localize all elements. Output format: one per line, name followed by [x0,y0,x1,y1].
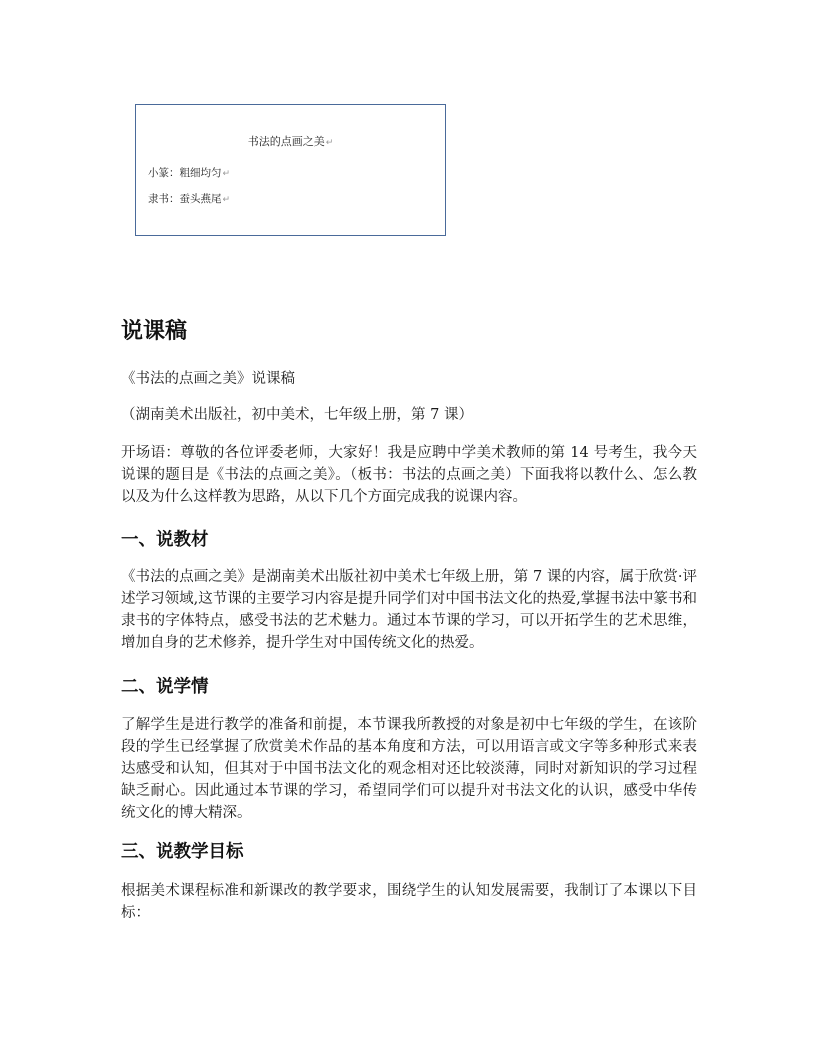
blackboard-line-seal-script: 小篆：粗细均匀↵ [148,167,231,179]
section-body-students: 了解学生是进行教学的准备和前提，本节课我所教授的对象是初中七年级的学生，在该阶段的学生已经掌握了欣赏美术作品的基本角度和方法，可以用语言或文字等多种形式来表达感受和认知，但其对于中国书法文化的观念相对还比较淡薄，同时对新知识的学习过程缺乏耐心。因此通过本节课的学习，希望同学们可以提升对书法文化的认识，感受中华传统文化的博大精深。 [121,717,697,821]
blackboard-line-clerical-script: 隶书：蚕头燕尾↵ [148,193,231,205]
blackboard-box [135,104,446,236]
paragraph-mark-icon: ↵ [325,138,334,148]
paragraph-mark-icon: ↵ [222,195,231,205]
blackboard-title: 书法的点画之美↵ [247,135,334,148]
document-title: 说课稿 [121,319,188,344]
lesson-title-line: 《书法的点画之美》说课稿 [121,371,295,387]
paragraph-mark-icon: ↵ [222,169,231,179]
section-heading-textbook: 一、说教材 [121,530,209,550]
opening-paragraph: 开场语：尊敬的各位评委老师，大家好！我是应聘中学美术教师的第 14 号考生，我今天说课的题目是《书法的点画之美》。（板书：书法的点画之美）下面我将以教什么、怎么教以及为什么这样教为思路，从以下几个方面完成我的说课内容。 [121,445,697,505]
section-body-objectives: 根据美术课程标准和新课改的教学要求，围绕学生的认知发展需要，我制订了本课以下目标： [121,883,697,921]
section-heading-students: 二、说学情 [121,677,209,697]
section-body-textbook: 《书法的点画之美》是湖南美术出版社初中美术七年级上册，第 7 课的内容，属于欣赏·评述学习领域,这节课的主要学习内容是提升同学们对中国书法文化的热爱,掌握书法中篆书和隶书的字体特点，感受书法的艺术魅力。通过本节课的学习，可以开拓学生的艺术思维，增加自身的艺术修养，提升学生对中国传统文化的热爱。 [121,569,697,651]
lesson-source-line: （湖南美术出版社，初中美术，七年级上册，第 7 课） [121,407,473,423]
section-heading-objectives: 三、说教学目标 [121,842,244,862]
